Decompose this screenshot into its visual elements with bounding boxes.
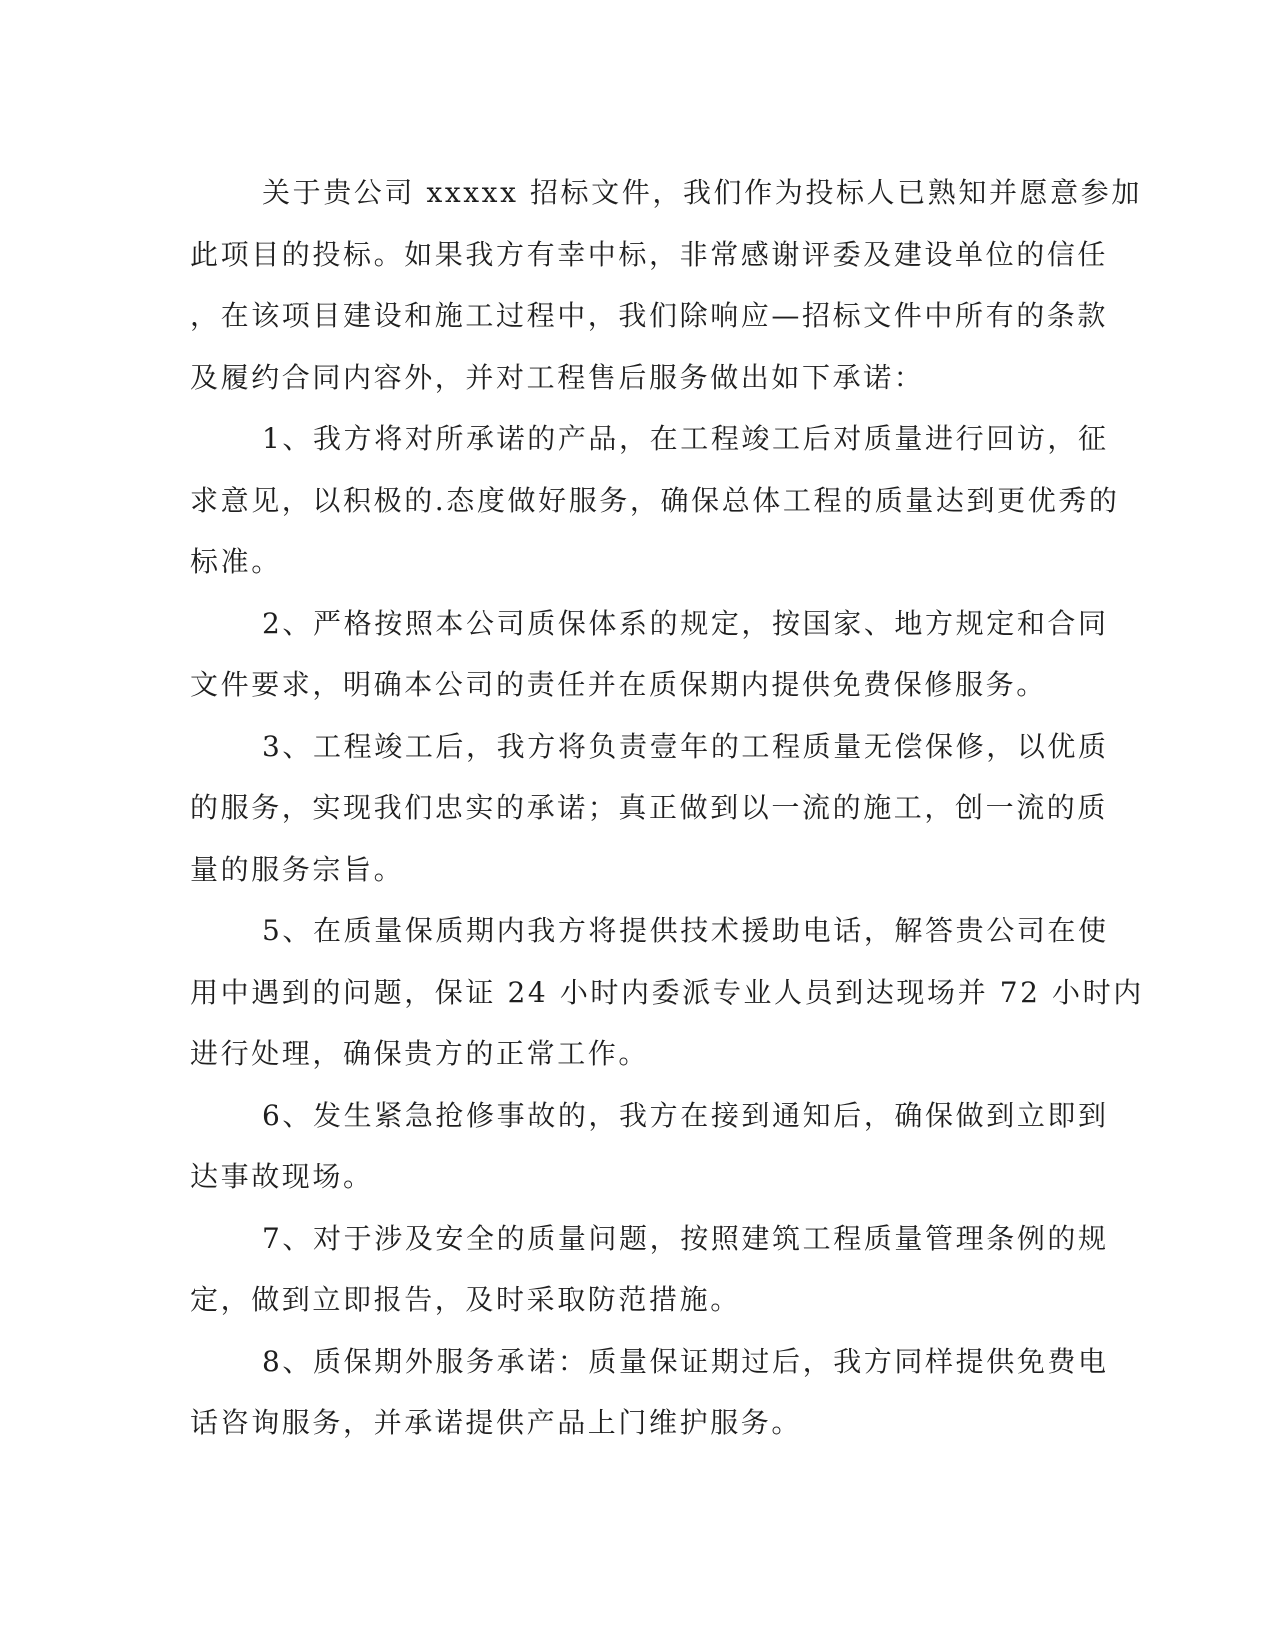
paragraph-item-1 <box>190 408 1120 593</box>
text-line: 求意见，以积极的.态度做好服务，确保总体工程的质量达到更优秀的 <box>190 483 1120 517</box>
text-line: 量的服务宗旨。 <box>190 852 405 886</box>
text-line: ，在该项目建设和施工过程中，我们除响应—招标文件中所有的条款 <box>190 299 1109 332</box>
text-line: 的服务，实现我们忠实的承诺；真正做到以一流的施工，创一流的质 <box>190 791 1109 824</box>
text-line: 定，做到立即报告，及时采取防范措施。 <box>190 1283 741 1316</box>
text-line: 5、在质量保质期内我方将提供技术援助电话，解答贵公司在使 <box>262 914 1109 947</box>
paragraph-item-2 <box>190 593 1109 716</box>
document-body <box>190 162 1144 1454</box>
paragraph-item-5 <box>190 900 1144 1085</box>
text-line: 1、我方将对所承诺的产品，在工程竣工后对质量进行回访，征 <box>262 422 1109 455</box>
text-line: 关于贵公司 xxxxx 招标文件，我们作为投标人已熟知并愿意参加 <box>262 176 1142 209</box>
text-line: 及履约合同内容外，并对工程售后服务做出如下承诺： <box>190 360 925 394</box>
text-line: 2、严格按照本公司质保体系的规定，按国家、地方规定和合同 <box>262 606 1109 640</box>
paragraph-item-3 <box>190 716 1109 901</box>
paragraph-intro <box>190 162 1142 408</box>
text-line: 此项目的投标。如果我方有幸中标，非常感谢评委及建设单位的信任 <box>190 237 1109 271</box>
text-line: 进行处理，确保贵方的正常工作。 <box>190 1037 650 1070</box>
text-line: 文件要求，明确本公司的责任并在质保期内提供免费保修服务。 <box>190 668 1047 701</box>
text-line: 7、对于涉及安全的质量问题，按照建筑工程质量管理条例的规 <box>262 1221 1109 1255</box>
text-line: 3、工程竣工后，我方将负责壹年的工程质量无偿保修，以优质 <box>262 729 1109 763</box>
text-line: 话咨询服务，并承诺提供产品上门维护服务。 <box>190 1406 803 1439</box>
text-line: 达事故现场。 <box>190 1160 374 1193</box>
paragraph-item-6 <box>190 1085 1109 1208</box>
text-line: 标准。 <box>190 545 282 578</box>
paragraph-item-8 <box>190 1331 1109 1454</box>
text-line: 用中遇到的问题，保证 24 小时内委派专业人员到达现场并 72 小时内 <box>190 975 1144 1009</box>
text-line: 8、质保期外服务承诺：质量保证期过后，我方同样提供免费电 <box>262 1344 1109 1378</box>
text-line: 6、发生紧急抢修事故的，我方在接到通知后，确保做到立即到 <box>262 1098 1109 1132</box>
paragraph-item-7 <box>190 1208 1109 1331</box>
